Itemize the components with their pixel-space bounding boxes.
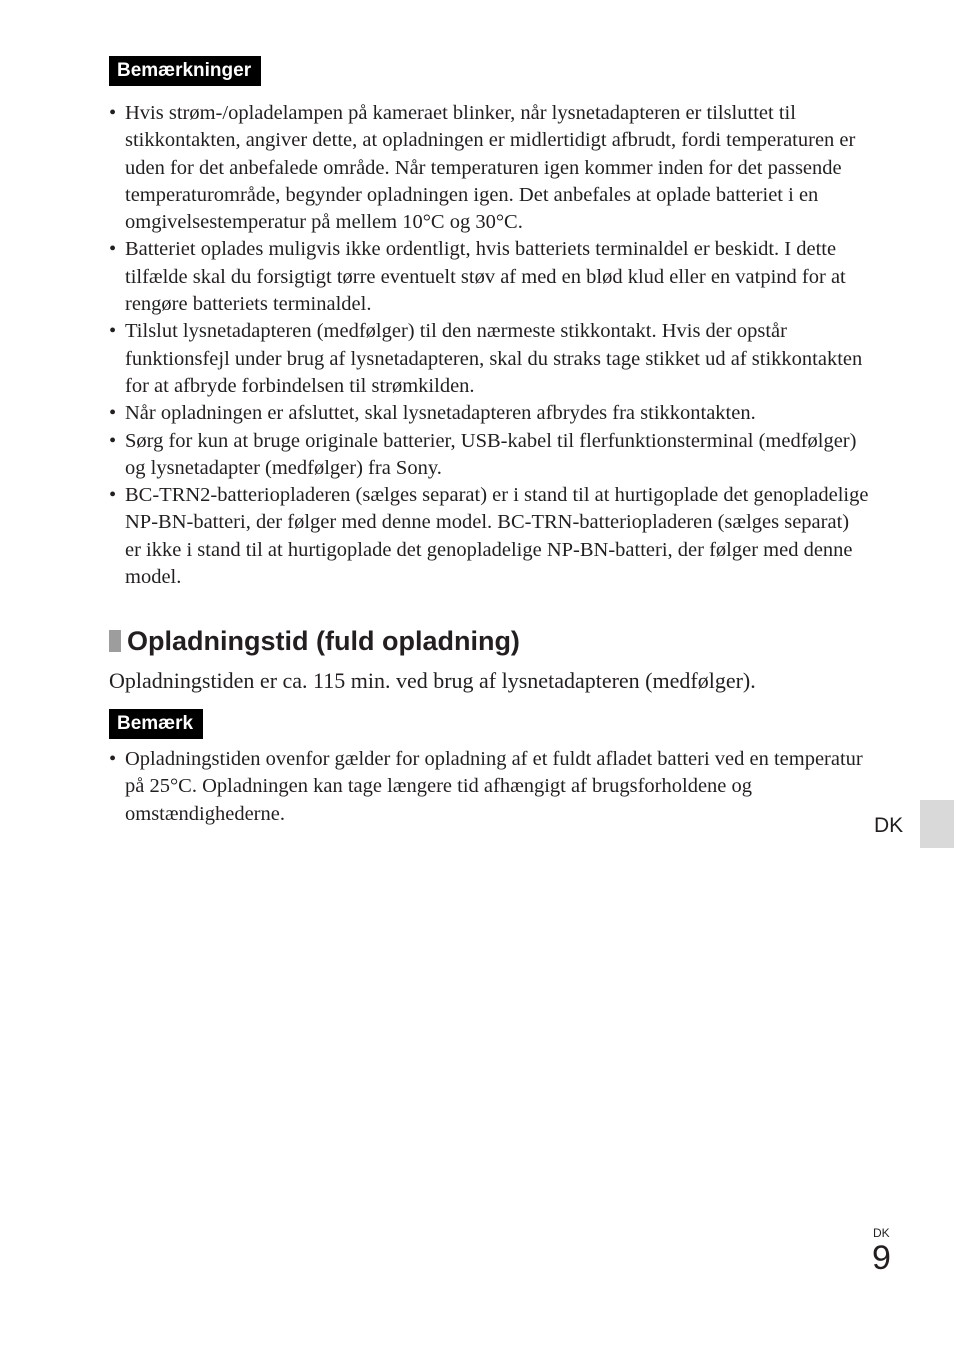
side-tab: [920, 800, 954, 848]
list-item-text: Batteriet oplades muligvis ikke ordentligt, hvis batteriets terminaldel er beskidt. I dette tilfælde skal du forsigtigt tørre eventuelt støv af med en blød klud eller en vatpind for at rengøre batteriets terminaldel.: [125, 238, 846, 316]
list-item: [109, 482, 869, 591]
page-language: DK: [873, 1226, 890, 1240]
section-body: Opladningstiden er ca. 115 min. ved brug af lysnetadapteren (medfølger).: [109, 668, 756, 693]
note-label: Bemærk: [109, 709, 203, 739]
list-item: [109, 746, 869, 828]
list-item-text: Sørg for kun at bruge originale batterier, USB-kabel til flerfunktionsterminal (medfølger) og lysnetadapter (medfølger) fra Sony.: [125, 429, 857, 479]
list-item: [109, 318, 869, 400]
bullet-icon: •: [109, 748, 117, 770]
bullet-icon: •: [109, 102, 117, 124]
side-tab-label: DK: [874, 814, 904, 837]
list-item-text: BC-TRN2-batteriopladeren (sælges separat) er i stand til at hurtigoplade det genopladelige NP-BN-batteri, der følger med denne model. BC-TRN-batteriopladeren (sælges separat) er ikke i stand til at hurtigoplade det genopladelige NP-BN-batteri, der følger med denne model.: [125, 484, 869, 589]
list-item: [109, 400, 869, 427]
bullet-icon: •: [109, 484, 117, 507]
note-list: [109, 746, 869, 828]
section-title: Opladningstid (fuld opladning): [127, 626, 520, 656]
notes-list: [109, 100, 869, 591]
bullet-icon: •: [109, 402, 117, 425]
bullet-icon: •: [109, 429, 117, 452]
list-item-text: Tilslut lysnetadapteren (medfølger) til den nærmeste stikkontakt. Hvis der opstår funktionsfejl under brug af lysnetadapteren, skal du straks tage stikket ud af stikkontakten for at afbryde forbindelsen til strømkilden.: [125, 320, 863, 397]
heading-marker-icon: [109, 630, 121, 652]
list-item-text: Hvis strøm-/opladelampen på kameraet blinker, når lysnetadapteren er tilsluttet til stikkontakten, angiver dette, at opladningen er midlertidigt afbrudt, fordi temperaturen er uden for det anbefalede område. Når temperaturen igen kommer inden for det passende temperaturområde, begynder opladningen igen. Det anbefales at oplade batteriet i en omgivelsestemperatur på mellem 10°C og 30°C.: [125, 102, 856, 234]
bullet-icon: •: [109, 320, 117, 343]
page-number: 9: [872, 1239, 891, 1277]
list-item: [109, 100, 869, 236]
list-item-text: Når opladningen er afsluttet, skal lysnetadapteren afbrydes fra stikkontakten.: [125, 402, 756, 425]
bullet-icon: •: [109, 238, 117, 261]
list-item: [109, 236, 869, 318]
list-item: [109, 428, 869, 483]
section-heading: [109, 623, 520, 659]
notes-label: Bemærkninger: [109, 56, 261, 86]
list-item-text: Opladningstiden ovenfor gælder for opladning af et fuldt afladet batteri ved en temperatur på 25°C. Opladningen kan tage længere tid afhængigt af brugsforholdene og omstændighederne.: [125, 748, 863, 825]
